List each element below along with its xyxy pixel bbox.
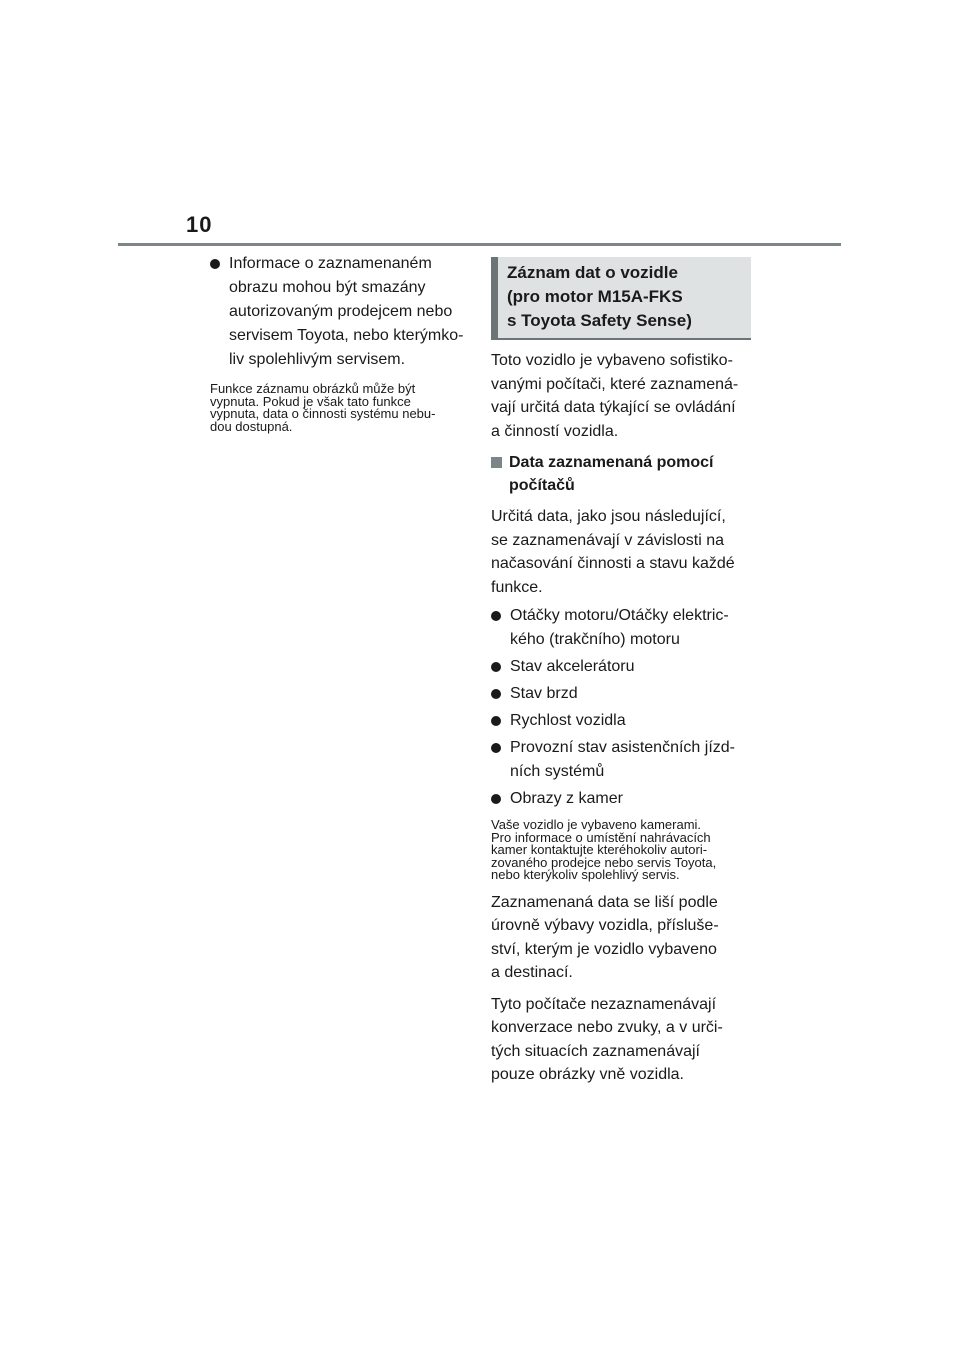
paragraph (491, 505, 753, 599)
bullet-dot-icon (491, 662, 501, 672)
left-column (210, 252, 468, 433)
note-line: nebo kterýkoliv spolehlivý servis. (491, 867, 680, 882)
paragraph-line: úrovně výbavy vozidla, přísluše- (491, 917, 719, 934)
paragraph-line: se zaznamenávají v závislosti na (491, 531, 724, 549)
intro-line: vají určitá data týkající se ovládání (491, 399, 736, 416)
paragraph-line: ství, kterým je vozidlo vybaveno (491, 940, 717, 958)
bullet-dot-icon (491, 716, 501, 726)
intro-line: vanými počítači, které zaznamená- (491, 375, 739, 393)
note-line: zovaného prodejce nebo servis Toyota, (491, 854, 717, 870)
intro-line: Toto vozidlo je vybaveno sofistiko- (491, 352, 733, 369)
bullet-line: Stav brzd (510, 685, 578, 702)
paragraph-line: Zaznamenaná data se liší podle (491, 893, 718, 911)
heading-line: (pro motor M15A-FKS (507, 287, 683, 306)
paragraph (491, 993, 753, 1087)
intro-line: a činností vozidla. (491, 422, 619, 440)
paragraph-line: konverzace nebo zvuky, a v urči- (491, 1019, 723, 1036)
paragraph-line: a destinací. (491, 964, 573, 981)
square-marker-icon (491, 457, 502, 468)
note-line: kamer kontaktujte kteréhokoliv autori- (491, 842, 708, 857)
bullet-line: Stav akcelerátoru (510, 658, 635, 675)
bullet-dot-icon (491, 794, 501, 804)
bullet-line: obrazu mohou být smazány (229, 279, 426, 296)
right-column (491, 257, 753, 1087)
bullet-item (491, 736, 753, 784)
subheading (491, 451, 753, 497)
header-rule (118, 243, 841, 246)
bullet-item (491, 682, 753, 706)
page-number: 10 (186, 212, 213, 237)
bullet-line: autorizovaným prodejcem nebo (229, 303, 453, 320)
note-line: Funkce záznamu obrázků může být (210, 381, 416, 396)
bullet-item (210, 252, 468, 372)
note-line: Pro informace o umístění nahrávacích (491, 829, 711, 845)
bullet-dot-icon (491, 689, 501, 699)
paragraph-line: pouze obrázky vně vozidla. (491, 1066, 684, 1083)
bullet-item (491, 604, 753, 652)
bullet-line: Informace o zaznamenaném (229, 255, 432, 272)
bullet-dot-icon (491, 743, 501, 753)
bullet-line: Rychlost vozidla (510, 712, 626, 729)
section-heading (491, 257, 751, 340)
bullet-item (491, 787, 753, 811)
bullet-line: ních systémů (510, 763, 605, 780)
paragraph-line: tých situacích zaznamenávají (491, 1042, 700, 1060)
paragraph-line: funkce. (491, 578, 543, 596)
heading-line: s Toyota Safety Sense) (507, 311, 692, 330)
note-line: dou dostupná. (210, 418, 293, 434)
note (491, 819, 753, 882)
paragraph-line: Určitá data, jako jsou následující, (491, 508, 726, 525)
paragraph-line: načasování činnosti a stavu každé (491, 555, 735, 572)
bullet-line: Obrazy z kamer (510, 790, 623, 807)
bullet-dot-icon (210, 259, 220, 269)
subheading-line: Data zaznamenaná pomocí (509, 454, 714, 471)
paragraph (491, 891, 753, 985)
bullet-line: servisem Toyota, nebo kterýmko- (229, 327, 464, 344)
paragraph-line: Tyto počítače nezaznamenávají (491, 995, 717, 1013)
heading-line: Záznam dat o vozidle (507, 263, 678, 282)
bullet-line: Otáčky motoru/Otáčky elektric- (510, 607, 729, 624)
note (210, 383, 468, 433)
bullet-dot-icon (491, 611, 501, 621)
intro-paragraph (491, 349, 753, 443)
note-line: vypnuta, data o činnosti systému nebu- (210, 406, 436, 421)
bullet-line: Provozní stav asistenčních jízd- (510, 739, 735, 756)
bullet-item (491, 709, 753, 733)
note-line: Vaše vozidlo je vybaveno kamerami. (491, 817, 702, 832)
bullet-line: kého (trakčního) motoru (510, 631, 680, 648)
bullet-item (491, 655, 753, 679)
bullet-line: liv spolehlivým servisem. (229, 351, 406, 368)
note-line: vypnuta. Pokud je však tato funkce (210, 393, 411, 409)
subheading-line: počítačů (509, 477, 575, 494)
